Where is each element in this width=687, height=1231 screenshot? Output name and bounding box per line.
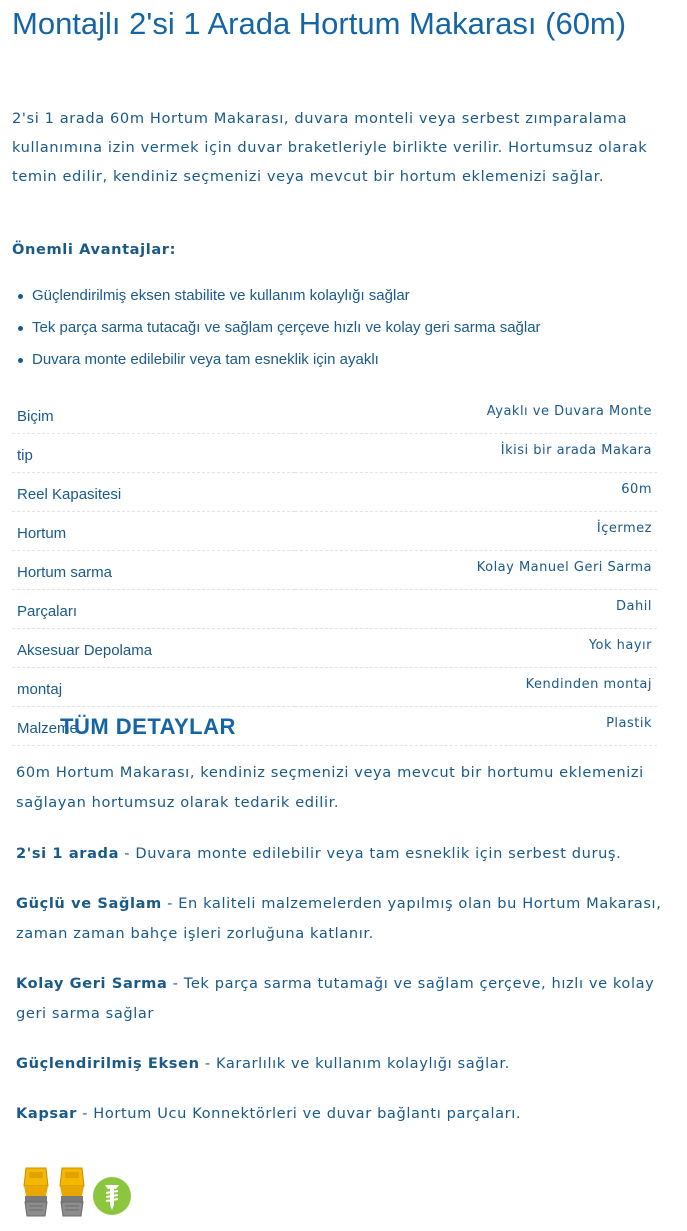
spec-value: Kolay Manuel Geri Sarma (295, 551, 657, 590)
spec-value: 60m (295, 473, 657, 512)
bullet-icon (18, 358, 23, 363)
details-section (16, 758, 666, 1129)
feature-paragraph (16, 969, 666, 1029)
spec-row (12, 551, 657, 590)
feature-text: - Tek parça sarma tutamağı ve sağlam çerçeve, hızlı ve kolay geri sarma sağlar (16, 975, 655, 1022)
spec-label: Biçim (12, 395, 295, 434)
advantage-text: Tek parça sarma tutacağı ve sağlam çerçeve hızlı ve kolay geri sarma sağlar (32, 319, 541, 336)
feature-title: Kolay Geri Sarma (16, 975, 168, 992)
bullet-icon (18, 294, 23, 299)
spec-value: Dahil (295, 590, 657, 629)
feature-paragraph (16, 1049, 666, 1079)
bullet-icon (18, 326, 23, 331)
feature-text: - Kararlılık ve kullanım kolaylığı sağlar. (199, 1055, 510, 1072)
feature-paragraph (16, 1099, 666, 1129)
details-heading: TÜM DETAYLAR (60, 714, 236, 739)
details-intro: 60m Hortum Makarası, kendiniz seçmenizi veya mevcut bir hortumu eklemenizi sağlayan hortumsuz olarak tedarik edilir. (16, 764, 644, 811)
hose-connector-icon (56, 1166, 88, 1222)
spec-row (12, 590, 657, 629)
spec-label: Hortum (12, 512, 295, 551)
spec-row (12, 473, 657, 512)
spec-label: Aksesuar Depolama (12, 629, 295, 668)
spec-label: tip (12, 434, 295, 473)
spec-row (12, 668, 657, 707)
spec-row (12, 395, 657, 434)
spec-value: Yok hayır (295, 629, 657, 668)
feature-paragraph (16, 839, 666, 869)
feature-title: Kapsar (16, 1105, 77, 1122)
feature-paragraph (16, 889, 666, 949)
product-title: Montajlı 2'si 1 Arada Hortum Makarası (60m) (12, 6, 627, 41)
spec-row (12, 434, 657, 473)
spec-value: Ayaklı ve Duvara Monte (295, 395, 657, 434)
spec-row (12, 629, 657, 668)
spec-label: Reel Kapasitesi (12, 473, 295, 512)
advantages-list (12, 280, 541, 376)
feature-text: - Duvara monte edilebilir veya tam esneklik için serbest duruş. (119, 845, 622, 862)
hose-connector-icon (20, 1166, 52, 1222)
advantage-text: Güçlendirilmiş eksen stabilite ve kullanım kolaylığı sağlar (32, 287, 410, 304)
feature-title: Güçlü ve Sağlam (16, 895, 162, 912)
spec-value: İçermez (295, 512, 657, 551)
feature-title: 2'si 1 arada (16, 845, 120, 862)
spec-label: Malzeme (12, 707, 295, 746)
advantage-text: Duvara monte edilebilir veya tam esneklik için ayaklı (32, 351, 379, 368)
spec-value: Kendinden montaj (295, 668, 657, 707)
product-intro: 2'si 1 arada 60m Hortum Makarası, duvara monteli veya serbest zımparalama kullanımına izin vermek için duvar braketleriyle birlikte verilir. Hortumsuz olarak temin edilir, kendiniz seçmenizi veya mevcut bir hortum eklemenizi sağlar. (12, 110, 648, 185)
included-parts-icons (20, 1166, 136, 1221)
advantage-item (12, 312, 541, 344)
spec-label: montaj (12, 668, 295, 707)
advantage-item (12, 344, 541, 376)
spec-value: İkisi bir arada Makara (295, 434, 657, 473)
spec-value: Plastik (295, 707, 657, 746)
spec-label: Hortum sarma (12, 551, 295, 590)
spec-row (12, 512, 657, 551)
screw-icon (92, 1176, 132, 1220)
feature-title: Güçlendirilmiş Eksen (16, 1055, 200, 1072)
feature-text: - En kaliteli malzemelerden yapılmış olan bu Hortum Makarası, zaman zaman bahçe işleri zorluğuna katlanır. (16, 895, 662, 942)
spec-table (12, 395, 657, 746)
feature-text: - Hortum Ucu Konnektörleri ve duvar bağlantı parçaları. (76, 1105, 522, 1122)
advantages-heading: Önemli Avantajlar: (12, 241, 177, 258)
spec-label: Parçaları (12, 590, 295, 629)
advantage-item (12, 280, 541, 312)
